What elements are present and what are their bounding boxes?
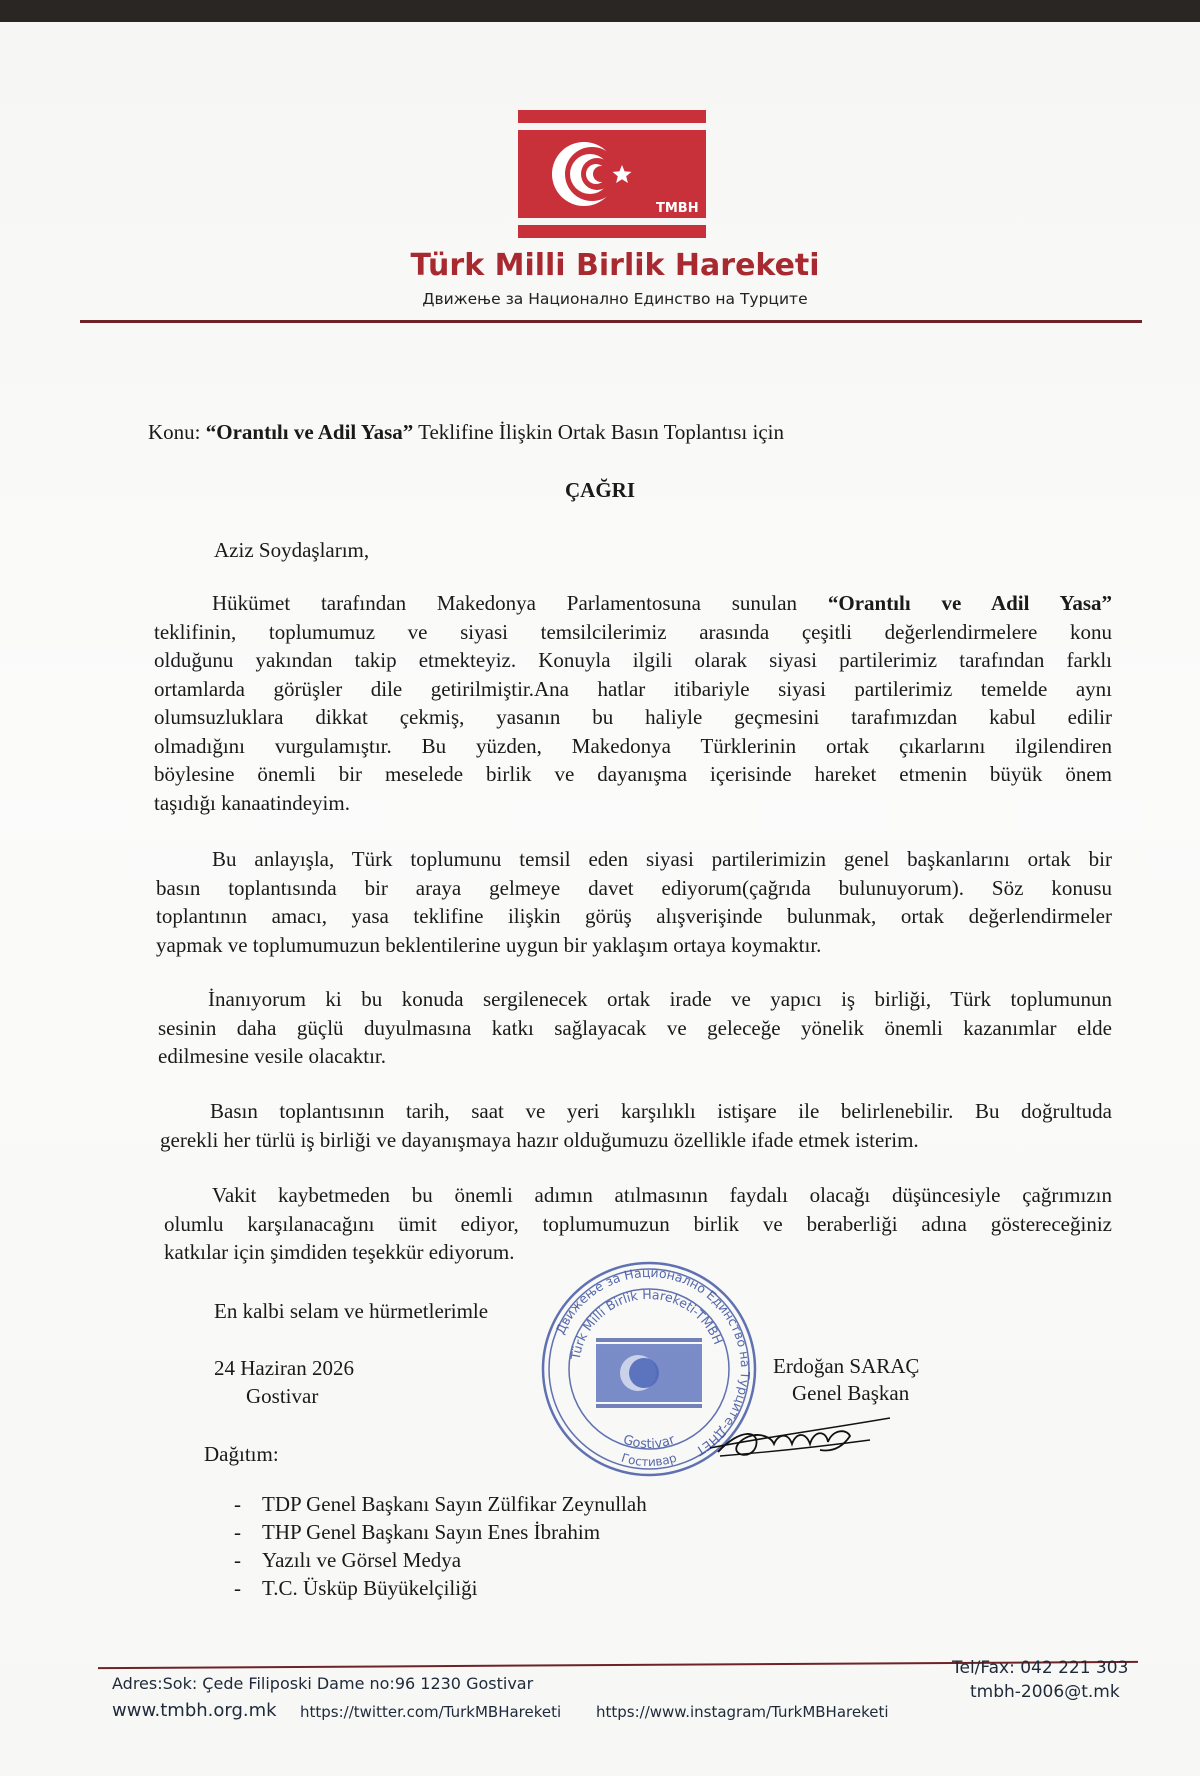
footer-instagram[interactable]: https://www.instagram/TurkMBHareketi xyxy=(596,1703,889,1721)
distribution-label: Dağıtım: xyxy=(204,1442,279,1466)
p1-line-1-text: Hükümet tarafından Makedonya Parlamentosuna sunulan xyxy=(212,591,798,615)
p1-line-7: böylesine önemli bir meselede birlik ve dayanışma içerisinde hareket etmenin büyük önem xyxy=(154,762,1112,786)
letter-place: Gostivar xyxy=(246,1384,319,1408)
p1-line-4: ortamlarda görüşler dile getirilmiştir.Ana hatlar itibariyle siyasi partilerimiz temelde aynı xyxy=(154,676,1112,701)
p5-line-3: katkılar için şimdiden teşekkür ediyorum. xyxy=(164,1240,515,1264)
p5-line-2: olumlu karşılanacağını ümit ediyor, toplumumuzun birlik ve beraberliği adına göstereceğiniz xyxy=(164,1211,1112,1236)
letter-date: 24 Haziran 2026 xyxy=(214,1356,354,1380)
p1-bold: “Orantılı ve Adil Yasa” xyxy=(827,591,1112,615)
stamp-city-cyrillic: Гостивар xyxy=(619,1450,679,1470)
footer-telfax: Tel/Fax: 042 221 303 xyxy=(952,1658,1129,1678)
distribution-item: - T.C. Üsküp Büyükelçiliği xyxy=(234,1576,478,1600)
salutation: Aziz Soydaşlarım, xyxy=(214,538,370,562)
distribution-item: - Yazılı ve Görsel Medya xyxy=(234,1548,462,1572)
p2-line-3: toplantının amacı, yasa teklifine ilişkin görüş alışverişinde bulunmak, ortak değerlendirmeler xyxy=(156,904,1112,928)
subject-prefix: Konu: xyxy=(148,420,201,444)
stamp-city-latin: Gostivar xyxy=(621,1432,678,1453)
p1-line-2: teklifinin, toplumumuz ve siyasi temsilcilerimiz arasında çeşitli değerlendirmelere konu xyxy=(154,619,1112,644)
heading: ÇAĞRI xyxy=(564,478,635,502)
footer-twitter[interactable]: https://twitter.com/TurkMBHareketi xyxy=(300,1703,562,1721)
flag-tag: TMBH xyxy=(656,201,699,216)
p2-line-2: basın toplantısında bir araya gelmeye davet ediyorum(çağrıda bulunuyorum). Söz konusu xyxy=(156,875,1112,900)
footer-address: Adres:Sok: Çede Filiposki Dame no:96 1230 Gostivar xyxy=(112,1674,534,1693)
signer-name: Erdoğan SARAÇ xyxy=(773,1354,920,1378)
p1-line-1 xyxy=(212,589,1112,618)
footer-website[interactable]: www.tmbh.org.mk xyxy=(112,1700,277,1721)
stamp-inner-text: Türk Milli Birlik Hareketi-TMBH xyxy=(567,1286,727,1361)
distribution-item: - THP Genel Başkanı Sayın Enes İbrahim xyxy=(234,1520,601,1544)
stamp-ring-text: Движење за Национално Единство на Турците-ДНЕТ xyxy=(552,1264,754,1459)
closing: En kalbi selam ve hürmetlerimle xyxy=(214,1299,489,1323)
p1-line-3: olduğunu yakından takip etmekteyiz. Konuyla ilgili olarak siyasi partilerimiz tarafından farklı xyxy=(154,648,1112,672)
subject-bold: “Orantılı ve Adil Yasa” xyxy=(205,420,414,444)
p2-line-4: yapmak ve toplumumuzun beklentilerine uygun bir yaklaşım ortaya koymaktır. xyxy=(156,932,822,957)
org-name-cyrillic: Движење за Национално Единство на Турците xyxy=(422,290,808,308)
signature xyxy=(700,1400,900,1480)
header-divider xyxy=(80,320,1142,323)
p3-line-2: sesinin daha güçlü duyulmasına katkı sağlayacak ve geleceğe yönelik önemli kazanımlar elde xyxy=(158,1015,1112,1040)
p4-line-2: gerekli her türlü iş birliği ve dayanışmaya hazır olduğumuzu özellikle ifade etmek isterim. xyxy=(160,1127,919,1152)
p2-line-1: Bu anlayışla, Türk toplumunu temsil eden siyasi partilerimizin genel başkanlarını ortak bir xyxy=(212,847,1112,871)
p3-line-1: İnanıyorum ki bu konuda sergilenecek ortak irade ve yapıcı iş birliği, Türk toplumunun xyxy=(208,987,1112,1011)
p1-line-6: olmadığını vurgulamıştır. Bu yüzden, Makedonya Türklerinin ortak çıkarlarını ilgilendiren xyxy=(154,733,1112,758)
org-name: Türk Milli Birlik Hareketi xyxy=(410,248,820,283)
p3-line-3: edilmesine vesile olacaktır. xyxy=(158,1044,387,1068)
subject-line xyxy=(148,418,784,447)
p1-line-8: taşıdığı kanaatindeyim. xyxy=(154,790,350,815)
p5-line-1: Vakit kaybetmeden bu önemli adımın atılmasının faydalı olacağı düşüncesiyle çağrımızın xyxy=(212,1183,1112,1207)
distribution-item: - TDP Genel Başkanı Sayın Zülfikar Zeynullah xyxy=(234,1492,647,1516)
p4-line-1: Basın toplantısının tarih, saat ve yeri karşılıklı istişare ile belirlenebilir. Bu doğrultuda xyxy=(210,1099,1112,1123)
tmbh-flag-logo xyxy=(518,110,706,238)
signer-title: Genel Başkan xyxy=(792,1381,910,1405)
footer-email[interactable]: tmbh-2006@t.mk xyxy=(970,1682,1120,1702)
p1-line-5: olumsuzluklara dikkat çekmiş, yasanın bu haliyle geçmesini tarafımızdan kabul edilir xyxy=(154,705,1112,729)
subject-rest: Teklifine İlişkin Ortak Basın Toplantısı için xyxy=(418,420,784,444)
